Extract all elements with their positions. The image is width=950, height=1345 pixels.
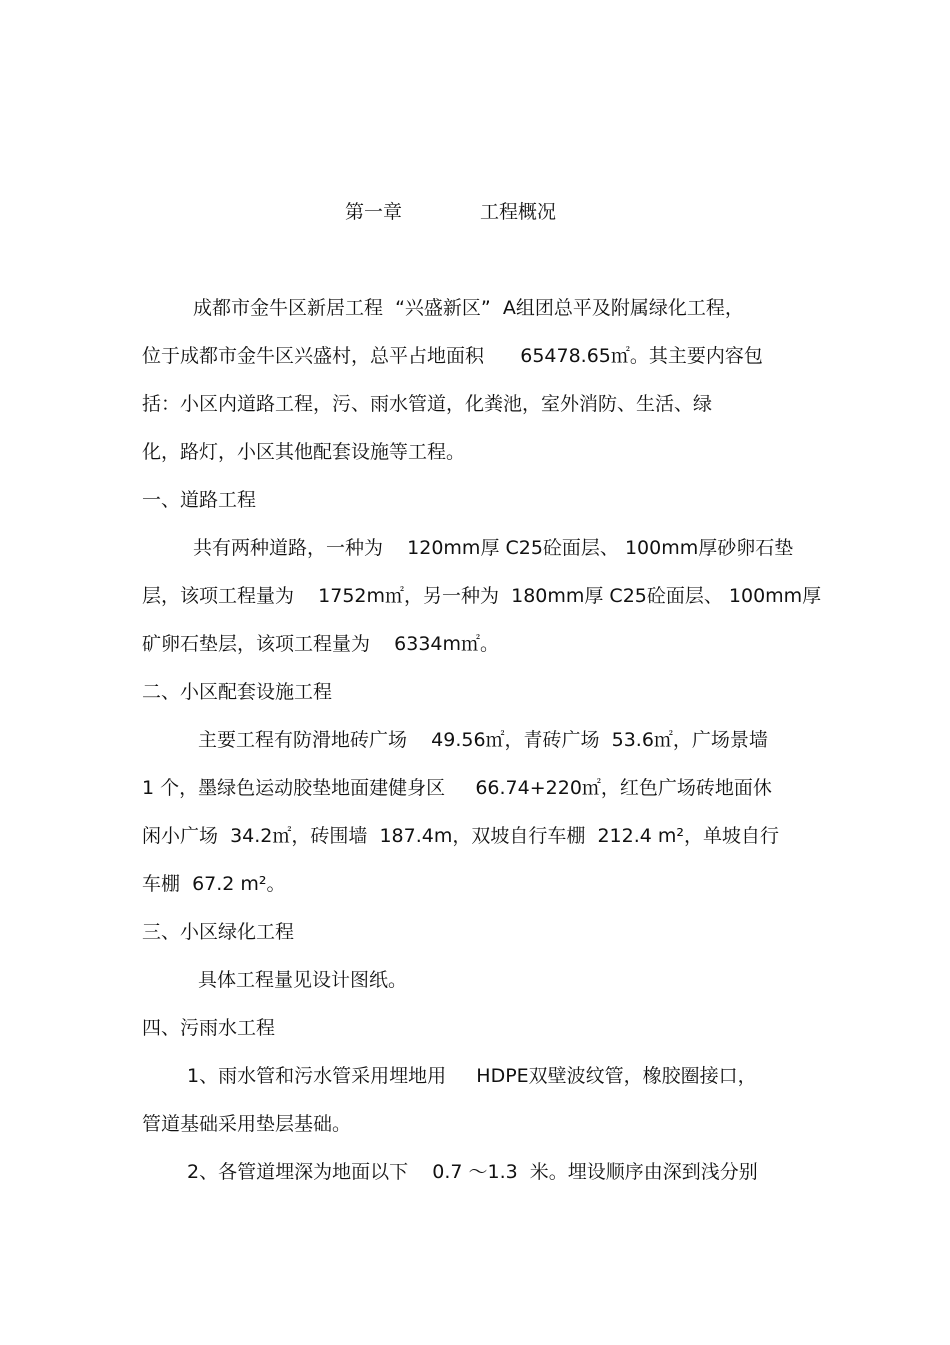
section2-line-2: 1 个，墨绿色运动胶垫地面建健身区 66.74+220㎡，红色广场砖地面休 bbox=[142, 777, 772, 799]
intro-line-4: 化，路灯，小区其他配套设施等工程。 bbox=[142, 441, 466, 463]
chapter-title: 工程概况 bbox=[480, 201, 557, 223]
section1-line-1: 共有两种道路，一种为 120mm厚 C25砼面层、 100mm厚砂卵石垫 bbox=[193, 537, 794, 559]
section2-line-3: 闲小广场 34.2㎡，砖围墙 187.4m，双坡自行车棚 212.4 m²，单坡自行 bbox=[142, 825, 780, 847]
chapter-number: 第一章 bbox=[345, 201, 403, 223]
section1-line-3: 矿卵石垫层，该项工程量为 6334m㎡。 bbox=[142, 633, 500, 655]
section4-line-2: 管道基础采用垫层基础。 bbox=[142, 1113, 352, 1135]
section2-line-4: 车棚 67.2 m²。 bbox=[142, 873, 286, 895]
section4-line-3: 2、各管道埋深为地面以下 0.7 ～1.3 米。埋设顺序由深到浅分别 bbox=[187, 1161, 758, 1183]
section2-heading: 二、小区配套设施工程 bbox=[142, 681, 333, 703]
section3-line-1: 具体工程量见设计图纸。 bbox=[198, 969, 408, 991]
section1-line-2: 层，该项工程量为 1752m㎡，另一种为 180mm厚 C25砼面层、 100mm厚 bbox=[142, 585, 822, 607]
section4-heading: 四、污雨水工程 bbox=[142, 1017, 276, 1039]
intro-line-3: 括：小区内道路工程，污、雨水管道，化粪池，室外消防、生活、绿 bbox=[142, 393, 713, 415]
intro-line-1: 成都市金牛区新居工程 “兴盛新区” A组团总平及附属绿化工程， bbox=[193, 297, 744, 319]
section1-heading: 一、道路工程 bbox=[142, 489, 257, 511]
intro-line-2: 位于成都市金牛区兴盛村，总平占地面积 65478.65㎡。其主要内容包 bbox=[142, 345, 763, 367]
section4-line-1: 1、雨水管和污水管采用埋地用 HDPE双壁波纹管，橡胶圈接口， bbox=[187, 1065, 757, 1087]
section2-line-1: 主要工程有防滑地砖广场 49.56㎡，青砖广场 53.6㎡，广场景墙 bbox=[198, 729, 768, 751]
section3-heading: 三、小区绿化工程 bbox=[142, 921, 295, 943]
